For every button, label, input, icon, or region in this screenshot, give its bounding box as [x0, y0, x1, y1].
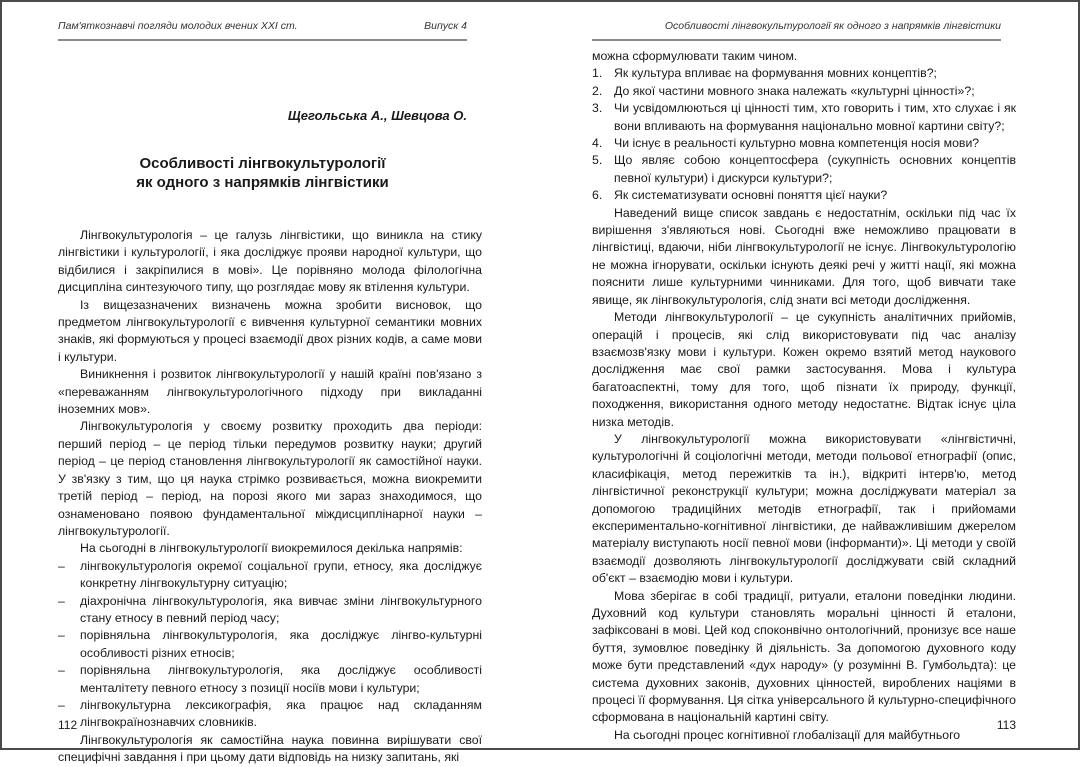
running-header-left [58, 20, 467, 41]
page-number: 113 [996, 718, 1016, 732]
article-title [58, 154, 467, 192]
list-item: – діахронічна лінгвокультурологія, яка вивчає зміни лінгвокультурного стану етносу в певний період часу; [58, 593, 482, 625]
list-item: 4. Чи існує в реальності культурно мовна компетенція носія мови? [592, 136, 980, 151]
dash-marker: – [58, 663, 65, 678]
paragraph: На сьогодні в лінгвокультурології виокремилося декілька напрямів: [80, 541, 463, 556]
paragraph: У лінгвокультурології можна використовувати «лінгвістичні, культурологічні й соціологічні методи, методи польової етнографії (опис, класифікація, метод пережитків та ін.), відкриті інтерв'ю, метод лінгвістичної реконструкції культури; можна досліджувати матеріал за допомогою традиційних методів етнографії, так і прийомами експериментально-когнітивної лінгвістики, де найважливішим джерелом матеріалу виступають носії певної мови (інформанти)». Ці методи у своїй взаємодії дозволяють лінгвокультурології досліджувати свій складний об'єкт – взаємодію мови і культури. [592, 431, 1016, 586]
list-item: – порівняльна лінгвокультурологія, яка досліджує особливості менталітету певного етносу з позиції носіїв мови і культури; [58, 663, 482, 695]
paragraph: На сьогодні процес когнітивної глобалізації для майбутнього [614, 727, 961, 742]
paragraph: Лінгвокультурологія – це галузь лінгвістики, що виникла на стику лінгвістики і культурології, і яка досліджує прояви народної культури, що відбилися і закріпилися в мові». Це порівняно молода філологічна дисципліна синтезуючого типу, що розглядає мову як втілення культури. [58, 228, 482, 295]
article-authors: Щегольська А., Шевцова О. [287, 108, 467, 123]
right-page [540, 2, 1078, 748]
directions-list [58, 558, 482, 732]
paragraph: можна сформулювати таким чином. [592, 49, 798, 63]
journal-title: Пам'яткознавчі погляди молодих вчених XXI ст. [58, 20, 298, 32]
list-item: 1. Як культура впливає на формування мовних концептів?; [592, 66, 937, 81]
paragraph: Мова зберігає в собі традиції, ритуали, еталони поведінки людини. Духовний код культури становлять моральні цінності й еталони, зафіксовані в мові. Цей код споконвічно онтологічний, пронизує все наше буття, зумовлює поведінку й діяльність. За допомогою духовного коду може бути представлений «дух народу» (у розумінні В. Гумбольдта): це система духовних законів, духовних цінностей, вироблених націями в процесі її формування. Ця сітка універсального й культурно-специфічного сформована в національній картині світу. [592, 588, 1016, 725]
title-line-1: Особливості лінгвокультурології [139, 155, 386, 172]
dash-marker: – [58, 697, 65, 712]
paragraph: Виникнення і розвиток лінгвокультурології у нашій країні пов'язано з «переважанням лінгвокультурологічного підходу при викладанні іноземних мов». [58, 367, 482, 417]
issue-number: Випуск 4 [424, 20, 467, 32]
paragraph: Лінгвокультурологія як самостійна наука повинна вирішувати свої специфічні завдання і при цьому дати відповідь на низку запитань, які [58, 732, 482, 765]
list-item: 2. До якої частини мовного знака належать «культурні цінності»?; [592, 83, 975, 98]
questions-list [592, 65, 1016, 204]
paragraph: Із вищезазначених визначень можна зробити висновок, що предметом лінгвокультурології є вивчення культурної семантики мовних знаків, які формуються у процесі взаємодії двох різних кодів, а саме мови і культури. [58, 297, 482, 364]
dash-marker: – [58, 593, 65, 608]
dash-marker: – [58, 628, 65, 643]
dash-marker: – [58, 558, 65, 573]
list-item: – лінгвокультурна лексикографія, яка працює над складанням лінгвокраїнознавчих словників. [58, 697, 482, 730]
list-item: – лінгвокультурологія окремої соціальної групи, етносу, яка досліджує конкретну лінгвокультурну ситуацію; [58, 558, 482, 591]
left-page [2, 2, 540, 765]
paragraph: Лінгвокультурологія у своєму розвитку проходить два періоди: перший період – це період тільки передумов розвитку науки; другий період – це період становлення лінгвокультурології як самостійної науки. У зв'язку з тим, що ця наука стрімко розвивається, можна виокремити третій період – період, на порозі якого ми зараз знаходимося, що ознаменовано появою фундаментальної міждисциплінарної науки – лінгвокультурології. [58, 419, 482, 538]
paragraph: Наведений вище список завдань є недостатнім, оскільки під час їх вирішення з'являються нові. Сьогодні вже неможливо працювати в лінгвістиці, вдаючи, ніби лінгвокультурології не існує. Лінгвокультурологію не можна ігнорувати, оскільки існують деякі речі у житті нації, які можна пояснити лише культурними чинниками. Для того, щоб вивчати таке явище, як лінгвокультурологія, слід знати всі методи дослідження. [592, 205, 1016, 307]
list-item: – порівняльна лінгвокультурологія, яка досліджує лінгво-культурні особливості різних етносів; [58, 628, 482, 660]
list-item: 6. Як систематизувати основні поняття цієї науки? [592, 188, 888, 203]
list-item: 5. Що являє собою концептосфера (сукупність основних концептів певної культури) і дискурси культури?; [592, 153, 1016, 185]
left-body-text [58, 227, 482, 767]
page-number: 112 [58, 718, 78, 732]
title-line-2: як одного з напрямків лінгвістики [136, 174, 389, 191]
paragraph: Методи лінгвокультурології – це сукупність аналітичних прийомів, операцій і процесів, які слід використовувати під час аналізу взаємозв'язку мови і культури. Кожен окремо взятий метод наукового дослідження має свої рамки застосування. Мова і культура багатоаспектні, тому для того, щоб пізнати їх природу, функції, походження, використання одного методу недостатнє. Відтак існує ціла низка методів. [592, 310, 1016, 429]
running-header-right: Особливості лінгвокультурології як одного з напрямків лінгвістики [592, 20, 1001, 41]
list-item: 3. Чи усвідомлюються ці цінності тим, хто говорить і тим, хто слухає і як вони впливають на формування національно мовної картини світу?; [592, 101, 1016, 133]
right-body-text [592, 48, 1016, 744]
